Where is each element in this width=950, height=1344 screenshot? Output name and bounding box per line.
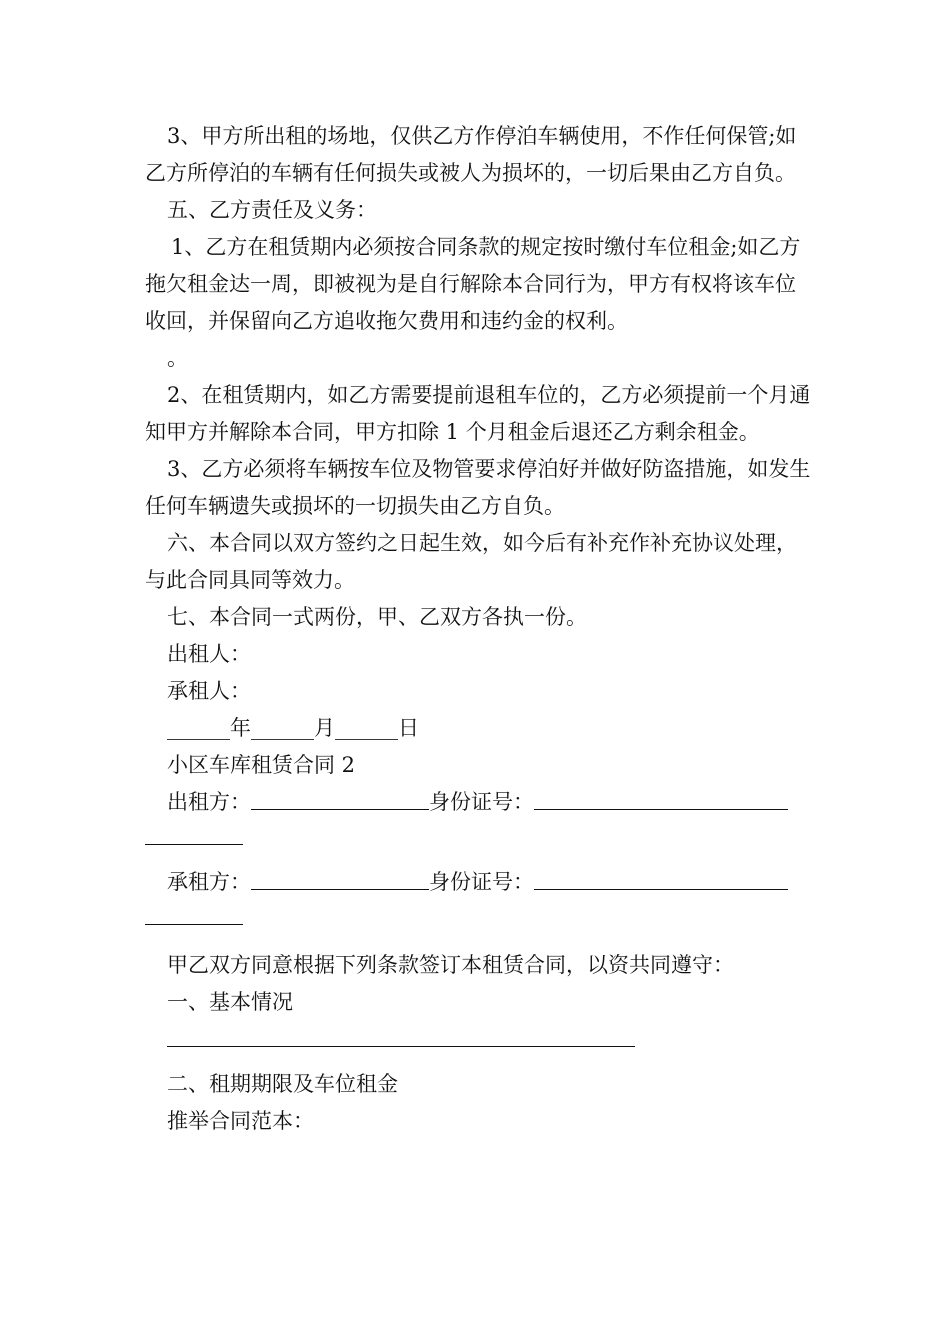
agreement-intro: 甲乙双方同意根据下列条款签订本租赁合同，以资共同遵守： (167, 953, 734, 977)
section-six-effective-date: 六、本合同以双方签约之日起生效，如今后有补充作补充协议处理，与此合同具同等效力。 (145, 531, 797, 592)
section-two-title: 二、租期期限及车位租金 (167, 1072, 398, 1096)
section-one-title: 一、基本情况 (167, 990, 293, 1014)
lessee-id-continuation (145, 899, 815, 936)
lessee-label: 承租方： (167, 870, 251, 894)
clause-3-venue-use: 3、甲方所出租的场地，仅供乙方作停泊车辆使用，不作任何保管;如乙方所停泊的车辆有任何损失或被人为损坏的，一切后果由乙方自负。 (145, 124, 797, 185)
section-five-title: 五、乙方责任及义务： (167, 198, 377, 222)
contract-title-2: 小区车库租赁合同 2 (167, 753, 356, 777)
lessor-label: 出租方： (167, 790, 251, 814)
lessee-info-line (145, 864, 815, 901)
lessee-id-continuation-blank[interactable] (145, 902, 243, 925)
paragraph-gap (145, 856, 815, 864)
lessor-id-blank[interactable] (534, 787, 788, 810)
recommended-template-label: 推举合同范本： (167, 1109, 314, 1133)
lessor-id-continuation (145, 819, 815, 856)
lessee-id-label: 身份证号： (429, 870, 534, 894)
basic-info-blank[interactable] (167, 1024, 635, 1047)
lessor-signature-label: 出租人： (167, 642, 251, 666)
section-one-blank-line (145, 1021, 815, 1058)
date-line: ______年______月______日 (167, 716, 419, 740)
lessor-info-line (145, 784, 815, 821)
lessor-id-continuation-blank[interactable] (145, 822, 243, 845)
document-body (145, 118, 815, 1140)
paragraph-gap (145, 1058, 815, 1066)
section-seven-copies: 七、本合同一式两份，甲、乙双方各执一份。 (167, 605, 587, 629)
lessee-name-blank[interactable] (251, 867, 429, 890)
clause-1-rent-payment: 1、乙方在租赁期内必须按合同条款的规定按时缴付车位租金;如乙方拖欠租金达一周，即被视为是自行解除本合同行为，甲方有权将该车位收回，并保留向乙方追收拖欠费用和违约金的权利。 (145, 235, 801, 333)
standalone-period: 。 (167, 346, 188, 370)
paragraph-gap (145, 936, 815, 947)
lessee-id-blank[interactable] (534, 867, 788, 890)
lessor-name-blank[interactable] (251, 787, 429, 810)
lessor-id-label: 身份证号： (429, 790, 534, 814)
lessee-signature-label: 承租人： (167, 679, 251, 703)
clause-2-early-termination: 2、在租赁期内，如乙方需要提前退租车位的，乙方必须提前一个月通知甲方并解除本合同，甲方扣除 1 个月租金后退还乙方剩余租金。 (145, 383, 811, 444)
clause-3-vehicle-parking: 3、乙方必须将车辆按车位及物管要求停泊好并做好防盗措施，如发生任何车辆遗失或损坏的一切损失由乙方自负。 (145, 457, 811, 518)
